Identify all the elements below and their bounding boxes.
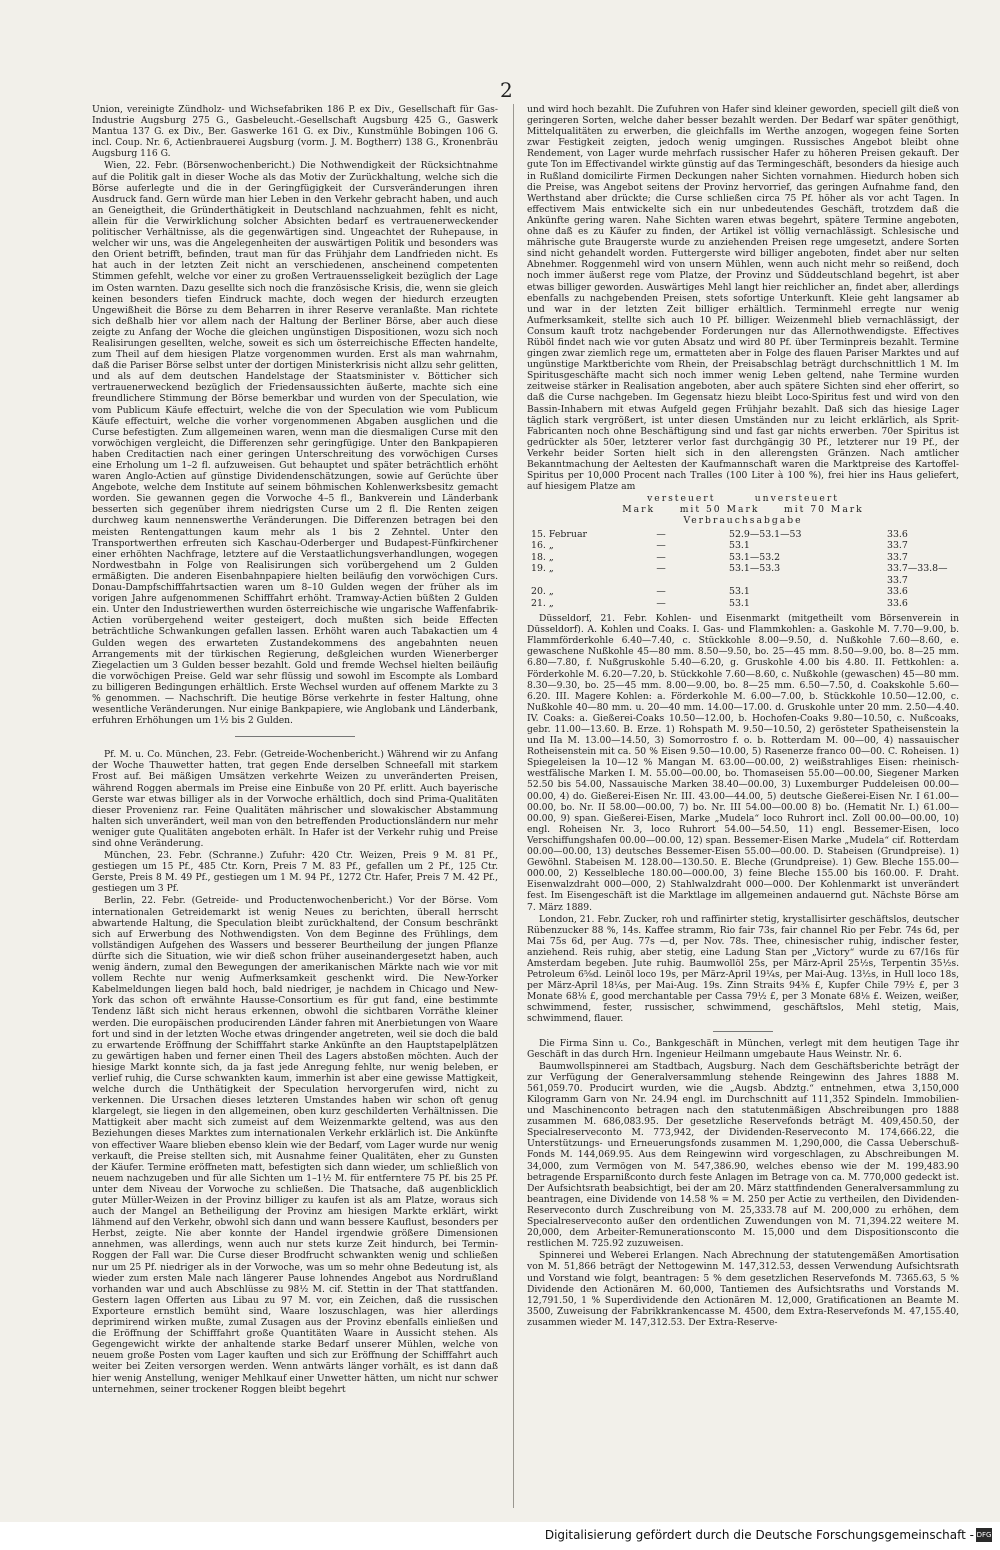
stock-list-paragraph: Union, vereinigte Zündholz- und Wichsefabriken 186 P. ex Div., Gesellschaft für Gas-Industrie Augsburg 275 G., Gasbeleucht.-Gesellschaft Augsburg 425 G., Gaswerk Mantua 137 G. ex Div., Ber. Gaswerke 161 G. ex Div., Kunstmühle Bobingen 106 G. incl. Coup. Nr. 6, Actienbrauerei Augsburg (vorm. J. M. Bogtherr) 138 G., Kronenbräu Augsburg 116 G. [92,104,498,160]
table-cell-m50: 53.1—53.2 [729,551,781,563]
table-row [527,540,959,552]
section-divider [235,736,355,737]
header-verbrauchsabgabe: Verbrauchsabgabe [683,515,803,527]
funding-note: Digitalisierung gefördert durch die Deutsche Forschungsgemeinschaft - [544,1528,974,1542]
london-report: London, 21. Febr. Zucker, roh und raffinirter stetig, krystallisirter geschäftslos, deutscher Rübenzucker 88 %, 14s. Kaffee stramm, Rio fair 73s, fair channel Rio per Febr. 74s 6d, per Mai 75s 6d, per Aug. 77s —d, per Nov. 78s. Thee, chinesischer ruhig, indischer fester, anziehend. Reis ruhig, aber stetig, eine Ladung Stan per „Victory“ wurde zu 67/16s für Amsterdam begeben. Jute ruhig. Baumwollöl 25s, per März-April 25½s, Terpentin 35½s. Petroleum 6⅝d. Leinöl loco 19s, per März-April 19¼s, per Mai-Aug. 13½s, in Hull loco 18s, per März-April 18¼s, per Mai-Aug. 19s. Zinn Straits 94⅜ £, Kupfer Chile 79½ £, per 3 Monate 68⅛ £, good merchantable per Cassa 79½ £, per 3 Monate 68⅛ £. Weizen, weißer, schwimmend, fester, russischer, schwimmend, geschäftslos, Mehl stetig, Mais, schwimmend, flauer. [527,913,959,1025]
munich-schranne-report: München, 23. Febr. (Schranne.) Zufuhr: 420 Ctr. Weizen, Preis 9 M. 81 Pf., gestiegen um 15 Pf., 485 Ctr. Korn, Preis 7 M. 83 Pf., gefallen um 2 Pf., 125 Ctr. Gerste, Preis 8 M. 49 Pf., gestiegen um 1 M. 94 Pf., 1272 Ctr. Hafer, Preis 7 M. 42 Pf., gestiegen um 3 Pf. [92,850,498,895]
column-divider [513,104,514,1508]
table-cell-m50: 53.1 [729,597,750,609]
table-cell-m50: 53.1—53.3 [729,563,781,575]
table-cell-date: 15. Februar [531,528,588,540]
header-unversteuert: unversteuert [754,493,839,505]
table-cell-date: 20. „ [531,586,554,598]
berlin-grain-report: Berlin, 22. Febr. (Getreide- und Productenwochenbericht.) Vor der Börse. Vom internationalen Getreidemarkt ist wenig Neues zu berichten, überall herrscht abwartende Haltung, die Speculation bleibt zurückhaltend, der Consum beschränkt sich auf Erwerbung des Nothwendigsten. Von dem Beginne des Frühlings, dem vollständigen Aufgehen des Wassers und besserer Beurtheilung der jungen Pflanze dürfte sich die Situation, wie wir dieß schon früher auseinandergesetzt haben, auch wenig ändern, zumal den Bewegungen der amerikanischen Märkte nach wie vor mit vollem Rechte nur wenig Aufmerksamkeit geschenkt wird. Die New-Yorker Kabelmeldungen liegen bald hoch, bald niedriger, je nachdem in Chicago und New-York das schon oft erwähnte Hausse-Consortium es für gut fand, eine bestimmte Tendenz läßt sich nicht heraus erkennen, obwohl die sichtbaren Vorräthe kleiner werden. Die europäischen producirenden Länder fahren mit Anerbietungen von Waare fort und sind in der letzten Woche etwas dringender angetreten, weil sie doch die bald zu erwartende Eröffnung der Schifffahrt starke Ankünfte an den Hauptstapelplätzen zu gewärtigen haben und ferner einen Theil des Lagers abstoßen möchten. Auch der hiesige Markt konnte sich, da ja fast jede Anregung fehlte, nur wenig beleben, er verlief ruhig, die Curse schwankten kaum, immerhin ist aber eine gewisse Mattigkeit, welche durch die Unthätigkeit der Speculation hervorgerufen wird, nicht zu verkennen. Die Ursachen dieses letzteren Umstandes haben wir schon oft genug klargelegt, sie liegen in den allgemeinen, oben kurz geschilderten Verhältnissen. Die Mattigkeit aber macht sich zumeist auf dem Weizenmarkte geltend, was aus den Beziehungen dieses Marktes zum internationalen Verkehr erklärlich ist. Die Ankünfte von effectiver Waare blieben ebenso klein wie der Bedarf, vom Lager wurde nur wenig verkauft, die Preise stellten sich, mit Ausnahme feiner Qualitäten, eher zu Gunsten der Käufer. Termine eröffneten matt, befestigten sich dann wieder, um schließlich von neuem nachzugeben und für alle Sichten um 1–1½ M. für entferntere 75 Pf. bis 25 Pf. unter dem Niveau der Vorwoche zu schließen. Die Thatsache, daß augenblicklich guter Müller-Weizen in der Provinz billiger zu kaufen ist als am Platze, woraus sich auch der Mangel an Betheiligung der Provinz am hiesigen Markte erklärt, wirkt lähmend auf den Verkehr, obwohl sich dann und wann bessere Kauflust, besonders per Herbst, zeigte. Nie aber konnte der Handel irgendwie größere Dimensionen annehmen, was allerdings, wenn auch nur stets kurze Zeit hindurch, bei Termin-Roggen der Fall war. Die Curse dieser Brodfrucht schwankten wenig und schließen nur um 25 Pf. niedriger als in der Vorwoche, was um so mehr ohne Bedeutung ist, als wieder zum ersten Male nach längerer Pause lohnendes Angebot aus Nordrußland vorhanden war und auch Abschlüsse zu 98½ M. cif. Stettin in der That stattfanden. Gestern lagen Offerten aus Libau zu 97 M. vor, ein Zeichen, daß die russischen Exporteure ernstlich bemüht sind, Waare loszuschlagen, was hier allerdings deprimirend wirken mußte, zumal Zusagen aus der Provinz ebenfalls einließen und die Eröffnung der Schifffahrt große Quantitäten Waare in Aussicht stehen. Als Gegengewicht wirkte der anhaltende starke Bedarf unserer Mühlen, welche von neuem große Posten vom Lager kauften und sich zur Eröffnung der Schifffahrt auch weiter bei Zeiten versorgen werden. Wenn antwärts länger vorhält, es ist dann daß hier wenig Anstellung, weniger Mehlkauf einer Unwetter hätten, um nicht nur schwer unternehmen, seiner trockener Roggen bleibt begehrt [92,895,498,1395]
table-cell-vs: — [656,563,666,575]
section-divider [713,1031,773,1032]
left-column [92,104,498,1512]
dfg-logo-icon: DFG [976,1528,992,1542]
table-cell-m70: 33.6 [887,528,908,540]
sinn-notice: Die Firma Sinn u. Co., Bankgeschäft in München, verlegt mit dem heutigen Tage ihr Geschäft in das durch Hrn. Ingenieur Heilmann umgebaute Haus Weinstr. Nr. 6. [527,1037,959,1060]
table-row [527,552,959,564]
table-cell-m70: 33.6 [887,586,908,598]
table-cell-date: 21. „ [531,597,554,609]
table-cell-m50: 53.1 [729,586,750,598]
table-cell-vs: — [656,586,666,598]
footer [0,1522,1000,1550]
table-row [527,586,959,598]
table-row [527,529,959,541]
berlin-report-continued: und wird hoch bezahlt. Die Zufuhren von Hafer sind kleiner geworden, speciell gilt dieß von geringeren Sorten, welche daher besser bezahlt werden. Der Bedarf war später genöthigt, Mittelqualitäten zu erwerben, die gleichfalls im Werthe anzogen, wogegen feine Sorten zwar Festigkeit zeigten, jedoch wenig umgingen. Russisches Angebot bleibt ohne Rendement, von Lager wurde mehrfach russischer Hafer zu höheren Preisen gekauft. Der gute Ton im Effectivandel wirkte günstig auf das Termingeschäft, besonders da hiesige auch in Rußland domicilirte Firmen Deckungen naher Sichten vornahmen. Hiedurch hoben sich die Preise, was Angebot seitens der Provinz hervorrief, das geringen Aufnahme fand, den Werthstand aber drückte; die Curse schließen circa 75 Pf. höher als vor acht Tagen. In effectivem Mais entwickelte sich ein nur unbedeutendes Geschäft, trotzdem daß die Ankünfte gering waren. Nahe Sichten waren etwas begehrt, spätere Termine angeboten, ohne daß es zu Käufer zu finden, der Artikel ist völlig vernachlässigt. Schlesische und mährische gute Braugerste wurde zu anziehenden Preisen rege umgesetzt, andere Sorten sind nicht gehandelt worden. Futtergerste wird billiger angeboten, findet aber nur selten Abnehmer. Roggenmehl wird von unsern Mühlen, wenn auch nicht mehr so reißend, doch noch immer äußerst rege vom Platze, der Provinz und Süddeutschland begehrt, ist aber etwas billiger geworden. Auswärtiges Mehl langt hier reichlicher an, findet aber, allerdings ebenfalls zu nachgebenden Preisen, stets sofortige Unterkunft. Kleie geht langsamer ab und war in der letzten Zeit billiger erhältlich. Terminmehl erregte nur wenig Aufmerksamkeit, stellte sich auch 10 Pf. billiger. Weizenmehl blieb vernachlässigt, der Consum kauft trotz nachgebender Forderungen nur das Allernothwendigste. Effectives Rüböl findet nach wie vor guten Absatz und wird 80 Pf. über Terminpreis bezahlt. Termine gingen zwar ziemlich rege um, ermatteten aber in Folge des flauen Pariser Marktes und auf ungünstige Marktberichte vom Rhein, der Preisabschlag beträgt durchschnittlich 1 M. Im Spiritusgeschäfte macht sich noch immer wenig Leben geltend, nahe Termine wurden zeitweise stärker in Realisation angeboten, aber auch spätere Sichten sind eher offerirt, so daß die Curse nachgeben. Im Gegensatz hiezu bleibt Loco-Spiritus fest und wird von den Bassin-Inhabern mit etwas Aufgeld gegen Frühjahr bezahlt. Daß sich das hiesige Lager täglich stark vergrößert, ist unter diesen Umständen nur zu leicht erklärlich, als Sprit-Fabricanten noch ohne Beschäftigung sind und fast gar nichts erwerben. 70er Spiritus ist gedrückter als 50er, letzterer verlor fast durchgängig 30 Pf., letzterer nur 19 Pf., der Verkehr beider Sorten hielt sich in den allerengsten Gränzen. Nach amtlicher Bekanntmachung der Aeltesten der Kaufmannschaft waren die Marktpreise des Kartoffel-Spiritus per 10,000 Procent nach Tralles (100 Liter à 100 %), frei hier ins Haus geliefert, auf hiesigem Platze am [527,104,959,493]
header-versteuert: versteuert [647,493,716,505]
table-cell-m70: 33.7 [887,551,908,563]
header-mark: Mark [622,504,656,516]
header-mit70: mit 70 Mark [784,504,864,516]
page-number: 2 [500,78,513,102]
table-cell-date: 18. „ [531,551,554,563]
table-cell-date: 19. „ [531,563,554,575]
table-cell-date: 16. „ [531,540,554,552]
table-cell-vs: — [656,528,666,540]
header-mit50: mit 50 Mark [679,504,760,516]
table-cell-vs: — [656,551,666,563]
spirit-price-table [527,529,959,610]
table-cell-m50: 53.1 [729,540,750,552]
right-column [527,104,959,1512]
vienna-report: Wien, 22. Febr. (Börsenwochenbericht.) Die Nothwendigkeit der Rücksichtnahme auf die Politik galt in dieser Woche als das Motiv der Zurückhaltung, welche sich die Börse auferlegte und die in der Geringfügigkeit der Cursveränderungen ihren Ausdruck fand. Gern würde man hier Leben in den Verkehr gebracht haben, und auch an Geneigtheit, die Gründerthätigkeit in Deutschland nachzuahmen, fehlt es nicht, allein für die Verwirklichung solcher Absichten bedarf es vertrauenerweckender politischer Verhältnisse, als die gegenwärtigen sind. Ungeachtet der Ruhepause, in welcher wir uns, was die Angelegenheiten der auswärtigen Politik und besonders was den Orient betrifft, befinden, traut man für das Frühjahr dem Landfrieden nicht. Es hat auch in der letzten Zeit nicht an verschiedenen, anscheinend competenten Stimmen gefehlt, welche vor einer zu großen Vertrauensseligkeit bezüglich der Lage im Osten warnten. Dazu gesellte sich noch die französische Krisis, die, wenn sie gleich keinen besonders tiefen Eindruck machte, doch wegen der hiedurch erzeugten Ungewißheit die Börse zu dem Beharren in ihrer Reserve veranlaßte. Man richtete sich deßhalb hier vor allem nach der Haltung der Berliner Börse, aber auch diese zeigte zu Anfang der Woche die gleichen ungünstigen Dispositionen, wozu sich noch Realisirungen gesellten, welche, soweit es sich um österreichische Effecten handelte, zum Theil auf dem hiesigen Platze vorgenommen wurden. Erst als man wahrnahm, daß die Pariser Börse selbst unter der dortigen Ministerkrisis nicht allzu sehr gelitten, und als auf dem deutschen Handelstage der Staatsminister v. Bötticher sich vertrauenerweckend bezüglich der Friedensaussichten äußerte, machte sich eine freundlichere Stimmung der Börse bemerkbar und wurden von der Speculation, wie vom Publicum Käufe effectuirt, welche die von der Speculation wie vom Publicum Käufe effectuirt, welche die vorher vorgenommenen Abgaben ausglichen und die Curse befestigten. Zum allgemeinen waren, wenn man die diesmaligen Curse mit den vorwöchigen vergleicht, die Differenzen sehr geringfügige. Unter den Bankpapieren haben Creditactien nach einer geringen Unterschreitung des vorwöchigen Curses eine Erholung um 1–2 fl. aufzuweisen. Gut behauptet und später beträchtlich erhöht waren Anglo-Actien auf günstige Dividendenschätzungen, sowie auf Gerüchte über Angebote, welche dem Institute auf seinem böhmischen Kohlenwerksbesitz gemacht worden. Sie gewannen gegen die Vorwoche 4–5 fl., Bankverein und Länderbank besserten sich gegenüber ihrem niedrigsten Curse um 2 fl. Die Renten zeigen durchweg kaum nennenswerthe Veränderungen. Die Differenzen betragen bei den meisten Rentengattungen kaum mehr als 1 bis 2 Zehntel. Unter den Transportwerthen erfreuten sich Kaschau-Oderberger und Budapest-Fünfkirchener einer erhöhten Nachfrage, letztere auf die Verstaatlichungsverhandlungen, wogegen Nordwestbahn in Folge von Realisirungen sich vorübergehend um 2 Gulden ermäßigten. Die anderen Eisenbahnpapiere hielten beiläufig den vorwöchigen Curs. Donau-Dampfschifffahrtsactien waren um 8–10 Gulden wegen der früher als im vorigen Jahre aufgenommenen Schifffahrt erhöht. Tramway-Actien büßten 2 Gulden ein. Unter den Industriewerthen wurden österreichische wie ungarische Waffenfabrik-Actien vorübergehend weiter gesteigert, doch mußten sich beide Effecten beträchtliche Schwankungen gefallen lassen. Erhöht waren auch Tabakactien um 4 Gulden wegen des erwarteten Zustandekommens des angebahnten neuen Arrangements mit der türkischen Regierung, deßgleichen wurden Wienerberger Ziegelactien um 3 Gulden besser bezahlt. Gold und fremde Wechsel hielten beiläufig die vorwöchigen Preise. Geld war sehr flüssig und sowohl im Escompte als Lombard zu billigeren Bedingungen erhältlich. Erste Wechsel wurden auf offenem Markte zu 3 % genommen. — Nachschrift. Die heutige Börse verkehrte in fester Haltung, ohne wesentliche Veränderungen. Nur einige Bankpapiere, wie Anglobank und Länderbank, erfuhren Erhöhungen um 1½ bis 2 Gulden. [92,160,498,727]
spirit-table-header [527,493,959,504]
table-cell-m70: 33.7—33.8—33.7 [887,563,948,586]
baumwollspinnerei-report: Baumwollspinnerei am Stadtbach, Augsburg. Nach dem Geschäftsberichte beträgt der zur Verfügung der Generalversammlung stehende Reingewinn des Jahres 1888 M. 561,059.70. Producirt wurden, wie die „Augsb. Abdztg.“ entnehmen, etwa 3,150,000 Kilogramm Garn von Nr. 24.94 engl. im Durchschnitt auf 111,352 Spindeln. Immobilien- und Maschinenconto betragen nach den statutenmäßigen Abschreibungen pro 1888 zusammen M. 686,083.95. Der gesetzliche Reservefonds beträgt M. 409,450.50, der Specialreserveconto M. 773,942, der Dividenden-Reserveconto M. 174,666.22, die Unterstützungs- und Erneuerungsfonds zusammen M. 1,290,000, die Cassa Ueberschuß-Fonds M. 144,069.95. Aus dem Reingewinn wird vorgeschlagen, zu Abschreibungen M. 34,000, zum Vermögen von M. 547,386.90, welches ebenso wie der M. 199,483.90 betragende Ersparnißconto durch feste Anlagen im Betrage von ca. M. 770,000 gedeckt ist. Der Aufsichtsrath beabsichtigt, bei der am 20. März stattfindenden Generalversammlung zu beantragen, eine Dividende von 14.58 % = M. 250 per Actie zu vertheilen, den Dividenden-Reserveconto durch Zuschreibung von M. 25,333.78 auf M. 200,000 zu erhöhen, dem Specialreserveconto außer den ordentlichen Zuwendungen von M. 71,394.22 weitere M. 20,000, dem Arbeiter-Remunerationsconto M. 15,000 und dem Dispositionsconto die restlichen M. 725.92 zuzuweisen. [527,1060,959,1250]
spirit-table-subheader [527,504,959,526]
table-row [527,598,959,610]
table-cell-vs: — [656,540,666,552]
table-cell-m70: 33.6 [887,597,908,609]
table-cell-vs: — [656,597,666,609]
munich-grain-report: Pf. M. u. Co. München, 23. Febr. (Getreide-Wochenbericht.) Während wir zu Anfang der Woche Thauwetter hatten, trat gegen Ende derselben Schneefall mit starkem Frost auf. Bei mäßigen Umsätzen verkehrte Weizen zu unveränderten Preisen, während Roggen abermals im Preise eine Einbuße von 20 Pf. erlitt. Auch bayerische Gerste war etwas billiger als in der Vorwoche erhältlich, doch sind Prima-Qualitäten dieser Provenienz rar. Feine Qualitäten mährischer und slowakischer Abstammung halten sich unverändert, weil man von den betreffenden Productionsländern nur mehr weniger gute Qualitäten angeboten erhält. In Hafer ist der Verkehr ruhig und Preise sind ohne Veränderung. [92,749,498,849]
table-cell-m70: 33.7 [887,540,908,552]
table-cell-m50: 52.9—53.1—53 [729,528,802,540]
table-row [527,563,959,586]
duesseldorf-report: Düsseldorf, 21. Febr. Kohlen- und Eisenmarkt (mitgetheilt vom Börsenverein in Düsseldorf). A. Kohlen und Coaks. I. Gas- und Flammkohlen: a. Gaskohle M. 7.70—9.00, b. Flammförderkohle 6.40—7.40, c. Stückkohle 8.00—9.50, d. Nußkohle 7.60—8.60, e. gewaschene Nußkohle 45—80 mm. 8.50—9.50, bo. 25—45 mm. 8.50—9.00, bo. 8—25 mm. 6.80—7.80, f. Nußgruskohle 5.40—6.20, g. Gruskohle 4.00 bis 4.80. II. Fettkohlen: a. Förderkohle M. 6.20—7.20, b. Stückkohle 7.60—8.60, c. Nußkohle (gewaschen) 45—80 mm. 8.30—9.30, bo. 25—45 mm. 8.00—9.00, bo. 8—25 mm. 6.50—7.50, d. Coakskohle 5.60—6.20. III. Magere Kohlen: a. Förderkohle M. 6.00—7.00, b. Stückkohle 10.50—12.00, c. Nußkohle 40—80 mm. u. 20—40 mm. 14.00—17.00. d. Gruskohle unter 20 mm. 2.50—4.40. IV. Coaks: a. Gießerei-Coaks 10.50—12.00, b. Hochofen-Coaks 9.80—10.50, c. Nußcoaks, gebr. 11.00—13.60. B. Erze. 1) Rohspath M. 9.50—10.50, 2) gerösteter Spatheisenstein la und IIa M. 13.00—14.50, 3) Somorrostro f. o. b. Rotterdam M. 00—00, 4) nassauischer Rotheisenstein mit ca. 50 % Eisen 9.50—10.00, 5) Rasenerze franco 00—00. C. Roheisen. 1) Spiegeleisen la 10—12 % Mangan M. 63.00—00.00, 2) weißstrahliges Eisen: rheinisch-westfälische Marken I. M. 55.00—00.00, bo. Thomaseisen 55.00—00.00, Siegener Marken 52.50 bis 54.00, Nassauische Marken 38.40—00.00, 3) Luxemburger Puddeleisen 00.00—00.00, 4) do. Gießerei-Eisen Nr. III. 43.00—44.00, 5) deutsche Gießerei-Eisen Nr. I 61.00—00.00, bo. Nr. II 58.00—00.00, 7) bo. Nr. III 54.00—00.00 8) bo. (Hematit Nr. I.) 61.00—00.00, 9) span. Gießerei-Eisen, Marke „Mudela“ loco Ruhrort incl. Zoll 00.00—00.00, 10) engl. Roheisen Nr. 3, loco Ruhrort 54.00—54.50, 11) engl. Bessemer-Eisen, loco Verschiffungshafen 00.00—00.00, 12) span. Bessemer-Eisen Marke „Mudela“ cif. Rotterdam 00.00—00.00, 13) deutsches Bessemer-Eisen 55.00—00.00. D. Stabeisen (Grundpreise). 1) Gewöhnl. Stabeisen M. 128.00—130.50. E. Bleche (Grundpreise). 1) Gew. Bleche 155.00—000.00, 2) Kesselbleche 180.00—000.00, 3) feine Bleche 155.00 bis 160.00. F. Draht. Eisenwalzdraht 000—000, 2) Stahlwalzdraht 000—000. Der Kohlenmarkt ist unverändert fest. Im Eisengeschäft ist die Marktlage im allgemeinen andauernd gut. Nächste Börse am 7. März 1889. [527,613,959,913]
erlangen-report: Spinnerei und Weberei Erlangen. Nach Abrechnung der statutengemäßen Amortisation von M. 51,866 beträgt der Nettogewinn M. 147,312.53, dessen Verwendung Aufsichtsrath und Vorstand wie folgt, beantragen: 5 % dem gesetzlichen Reservefonds M. 7365.63, 5 % Dividende den Actionären M. 60,000, Tantiemen des Aufsichtsraths und Vorstands M. 12,791.50, 1 % Superdividende den Actionären M. 12,000, Gratificationen an Beamte M. 3500, Zuweisung der Fabrikkrankencasse M. 4500, dem Extra-Reservefonds M. 47,155.40, zusammen wieder M. 147,312.53. Der Extra-Reserve- [527,1250,959,1328]
